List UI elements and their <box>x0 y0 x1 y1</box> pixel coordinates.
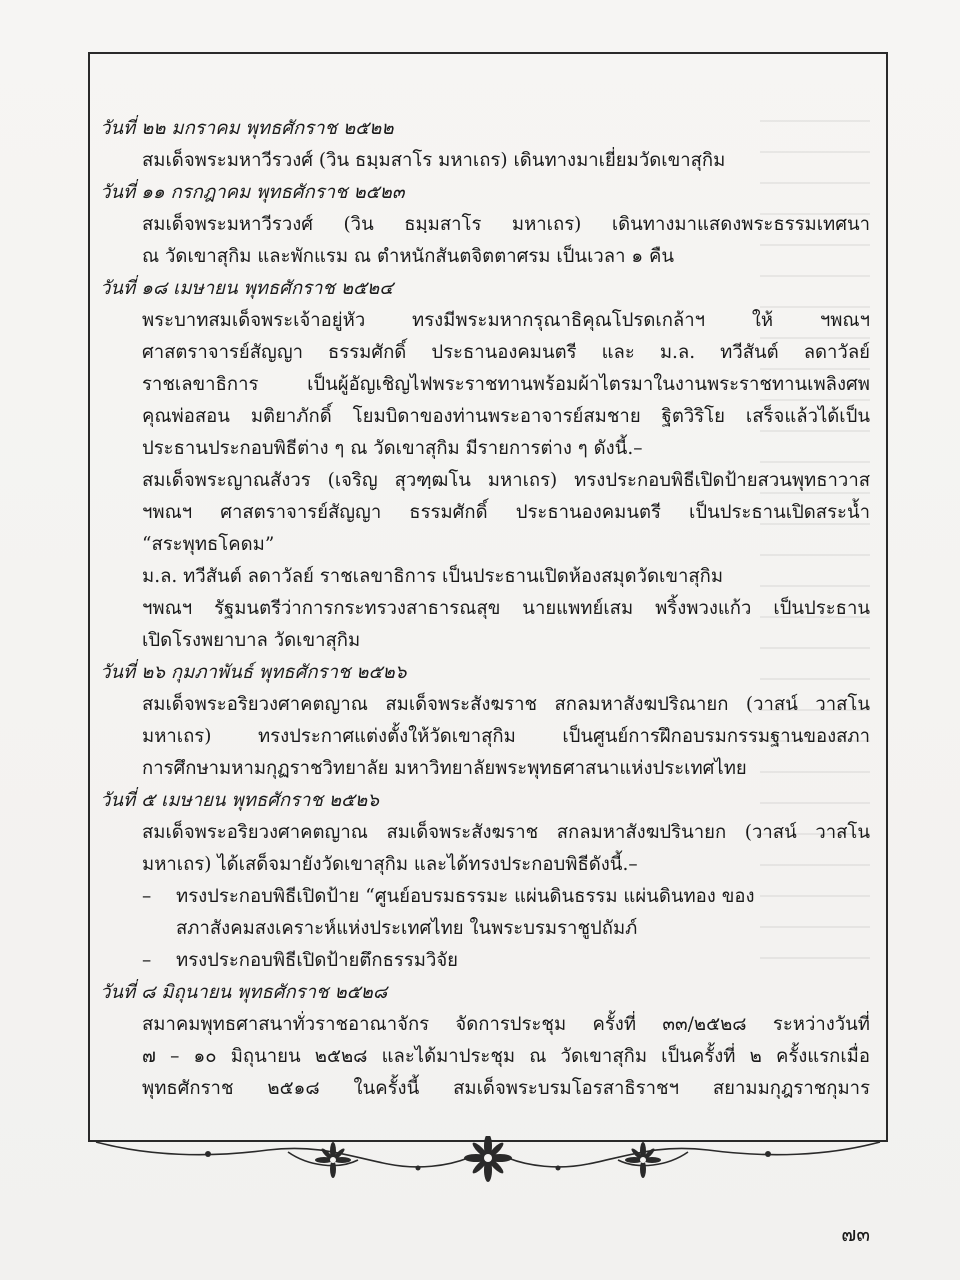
paragraph-line: มหาเถร) ได้เสด็จมายังวัดเขาสุกิม และได้ทรงประกอบพิธีดังนี้.– <box>142 854 638 875</box>
paragraph-line: การศึกษามหามกุฏราชวิทยาลัย มหาวิทยาลัยพระพุทธศาสนาแห่งประเทศไทย <box>142 758 747 779</box>
bullet-dash: – <box>142 950 152 971</box>
paragraph-line: “สระพุทธโคดม” <box>142 534 275 555</box>
paragraph-line: สมเด็จพระญาณสังวร (เจริญ สุวฑฺฒโน มหาเถร) ทรงประกอบพิธีเปิดป้ายสวนพุทธาวาส <box>142 470 870 491</box>
paragraph-line: ณ วัดเขาสุกิม และพักแรม ณ ตำหนักสันตจิตตาศรม เป็นเวลา ๑ คืน <box>142 246 675 267</box>
document-body <box>100 113 870 1105</box>
entry-date: วันที่ ๒๖ กุมภาพันธ์ พุทธศักราช ๒๕๒๖ <box>100 662 407 683</box>
paragraph-line: สมเด็จพระอริยวงศาคตญาณ สมเด็จพระสังฆราช สกลมหาสังฆปรินายก (วาสน์ วาสโน <box>142 822 870 843</box>
paragraph-line: สมเด็จพระมหาวีรวงศ์ (วิน ธมฺมสาโร มหาเถร) เดินทางมาเยี่ยมวัดเขาสุกิม <box>142 150 726 171</box>
entry-date: วันที่ ๑๘ เมษายน พุทธศักราช ๒๕๒๔ <box>100 278 394 299</box>
entry-date: วันที่ ๑๑ กรกฎาคม พุทธศักราช ๒๕๒๓ <box>100 182 405 203</box>
bullet-item <box>100 945 870 977</box>
paragraph-line: ๗ – ๑๐ มิถุนายน ๒๕๒๘ และได้มาประชุม ณ วัดเขาสุกิม เป็นครั้งที่ ๒ ครั้งแรกเมื่อ <box>142 1046 870 1067</box>
paragraph-line: ม.ล. ทวีสันต์ ลดาวัลย์ ราชเลขาธิการ เป็นประธานเปิดห้องสมุดวัดเขาสุกิม <box>142 566 724 587</box>
paragraph-line: พุทธศักราช ๒๕๑๘ ในครั้งนี้ สมเด็จพระบรมโอรสาธิราชฯ สยามมกุฎราชกุมาร <box>142 1078 870 1099</box>
page-number: ๗๓ <box>841 1222 870 1246</box>
paragraph-line: เปิดโรงพยาบาล วัดเขาสุกิม <box>142 630 361 651</box>
entry-date: วันที่ ๒๒ มกราคม พุทธศักราช ๒๕๒๒ <box>100 118 394 139</box>
bullet-text: ทรงประกอบพิธีเปิดป้าย “ศูนย์อบรมธรรมะ แผ่นดินธรรม แผ่นดินทอง ของ <box>176 886 755 907</box>
bullet-continuation: สภาสังคมสงเคราะห์แห่งประเทศไทย ในพระบรมราชูปถัมภ์ <box>176 918 638 939</box>
bullet-item <box>100 881 870 913</box>
entry-date: วันที่ ๕ เมษายน พุทธศักราช ๒๕๒๖ <box>100 790 379 811</box>
paragraph-line: มหาเถร) ทรงประกาศแต่งตั้งให้วัดเขาสุกิม เป็นศูนย์การฝึกอบรมกรรมฐานของสภา <box>142 726 870 747</box>
entry-date: วันที่ ๘ มิถุนายน พุทธศักราช ๒๕๒๘ <box>100 982 388 1003</box>
paragraph-line: ศาสตราจารย์สัญญา ธรรมศักดิ์ ประธานองคมนตรี และ ม.ล. ทวีสันต์ ลดาวัลย์ <box>142 342 870 363</box>
bullet-text: ทรงประกอบพิธีเปิดป้ายตึกธรรมวิจัย <box>176 950 459 971</box>
floral-ornament <box>88 1136 888 1196</box>
paragraph-line: สมเด็จพระมหาวีรวงศ์ (วิน ธมฺมสาโร มหาเถร) เดินทางมาแสดงพระธรรมเทศนา <box>142 214 870 235</box>
bullet-dash: – <box>142 886 152 907</box>
paragraph-line: พระบาทสมเด็จพระเจ้าอยู่หัว ทรงมีพระมหากรุณาธิคุณโปรดเกล้าฯ ให้ ฯพณฯ <box>142 310 870 331</box>
paragraph-line: ประธานประกอบพิธีต่าง ๆ ณ วัดเขาสุกิม มีรายการต่าง ๆ ดังนี้.– <box>142 438 643 459</box>
paragraph-line: ฯพณฯ ศาสตราจารย์สัญญา ธรรมศักดิ์ ประธานองคมนตรี เป็นประธานเปิดสระน้ำ <box>142 502 870 523</box>
paragraph-line: สมาคมพุทธศาสนาทั่วราชอาณาจักร จัดการประชุม ครั้งที่ ๓๓/๒๕๒๘ ระหว่างวันที่ <box>142 1014 870 1035</box>
paragraph-line: ราชเลขาธิการ เป็นผู้อัญเชิญไฟพระราชทานพร้อมผ้าไตรมาในงานพระราชทานเพลิงศพ <box>142 374 870 395</box>
paragraph-line: สมเด็จพระอริยวงศาคตญาณ สมเด็จพระสังฆราช สกลมหาสังฆปริณายก (วาสน์ วาสโน <box>142 694 870 715</box>
paragraph-line: คุณพ่อสอน มติยาภักดิ์ โยมบิดาของท่านพระอาจารย์สมชาย ฐิตวิริโย เสร็จแล้วได้เป็น <box>142 406 870 427</box>
paragraph-line: ฯพณฯ รัฐมนตรีว่าการกระทรวงสาธารณสุข นายแพทย์เสม พริ้งพวงแก้ว เป็นประธาน <box>142 598 870 619</box>
